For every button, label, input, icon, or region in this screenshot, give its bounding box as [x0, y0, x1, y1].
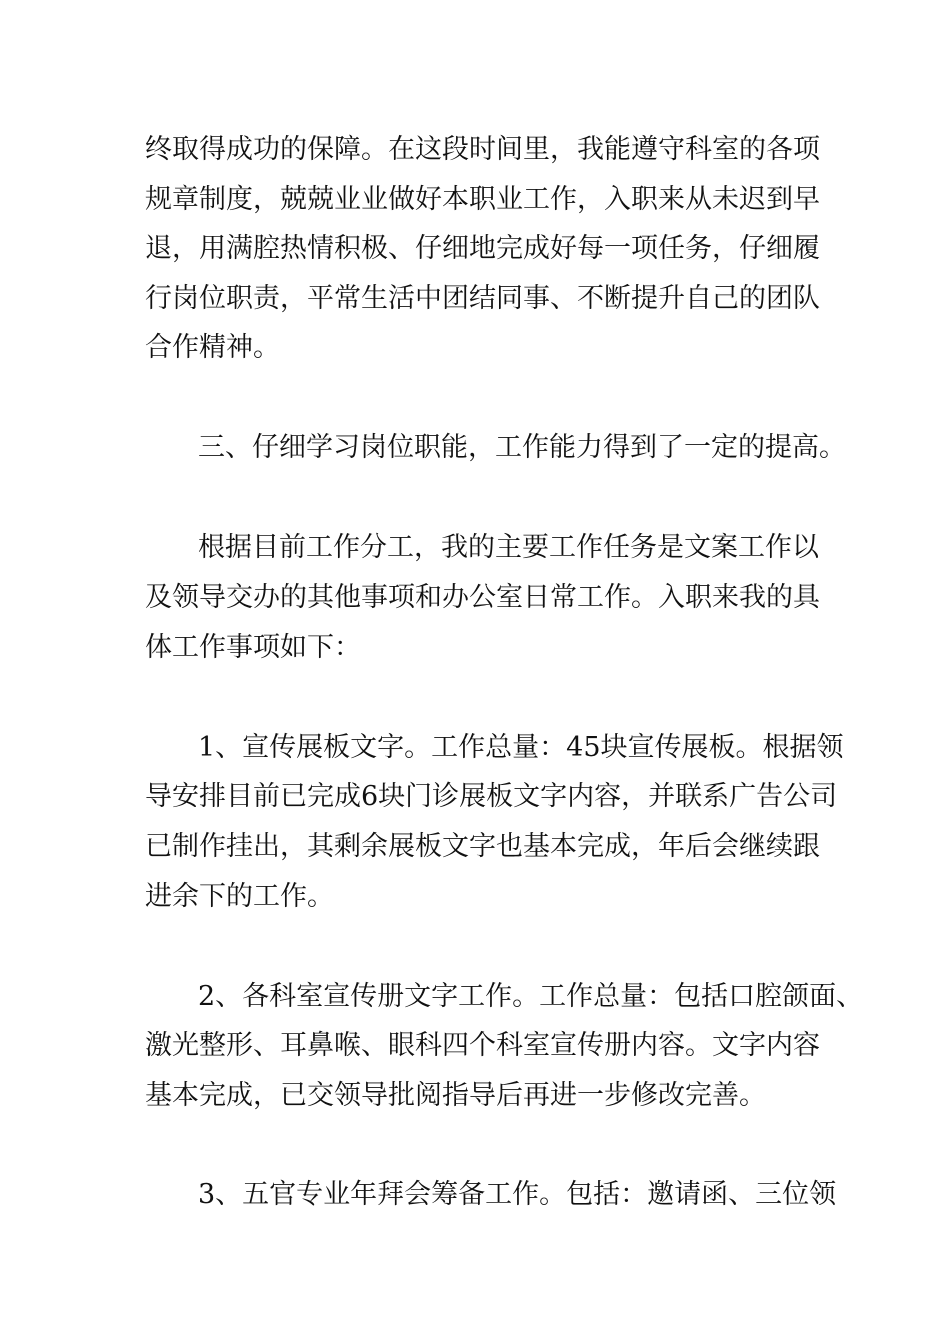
- paragraph-1-line-3: 退，用满腔热情积极、仔细地完成好每一项任务，仔细履: [145, 233, 820, 264]
- item-2-line-3: 基本完成，已交领导批阅指导后再进一步修改完善。: [145, 1080, 766, 1111]
- item-3-line-1: 3、五官专业年拜会筹备工作。包括：邀请函、三位领: [198, 1179, 837, 1210]
- item-1-line-4: 进余下的工作。: [145, 881, 334, 912]
- item-2-line-2: 激光整形、耳鼻喉、眼科四个科室宣传册内容。文字内容: [145, 1030, 820, 1061]
- item-1-line-1: 1、宣传展板文字。工作总量：45块宣传展板。根据领: [198, 732, 844, 763]
- paragraph-1-line-4: 行岗位职责，平常生活中团结同事、不断提升自己的团队: [145, 283, 820, 314]
- item-2-line-1: 2、各科室宣传册文字工作。工作总量：包括口腔颌面、: [198, 981, 864, 1012]
- item-1-line-2: 导安排目前已完成6块门诊展板文字内容，并联系广告公司: [145, 781, 838, 812]
- paragraph-1-line-5: 合作精神。: [145, 332, 280, 363]
- paragraph-2-line-1: 根据目前工作分工，我的主要工作任务是文案工作以: [198, 532, 819, 563]
- paragraph-2-line-3: 体工作事项如下：: [145, 632, 361, 663]
- paragraph-1-line-1: 终取得成功的保障。在这段时间里，我能遵守科室的各项: [145, 134, 820, 165]
- section-heading-3: 三、仔细学习岗位职能，工作能力得到了一定的提高。: [198, 432, 846, 463]
- paragraph-2-line-2: 及领导交办的其他事项和办公室日常工作。入职来我的具: [145, 582, 820, 613]
- item-1-line-3: 已制作挂出，其剩余展板文字也基本完成，年后会继续跟: [145, 831, 820, 862]
- paragraph-1-line-2: 规章制度，兢兢业业做好本职业工作，入职来从未迟到早: [145, 184, 820, 215]
